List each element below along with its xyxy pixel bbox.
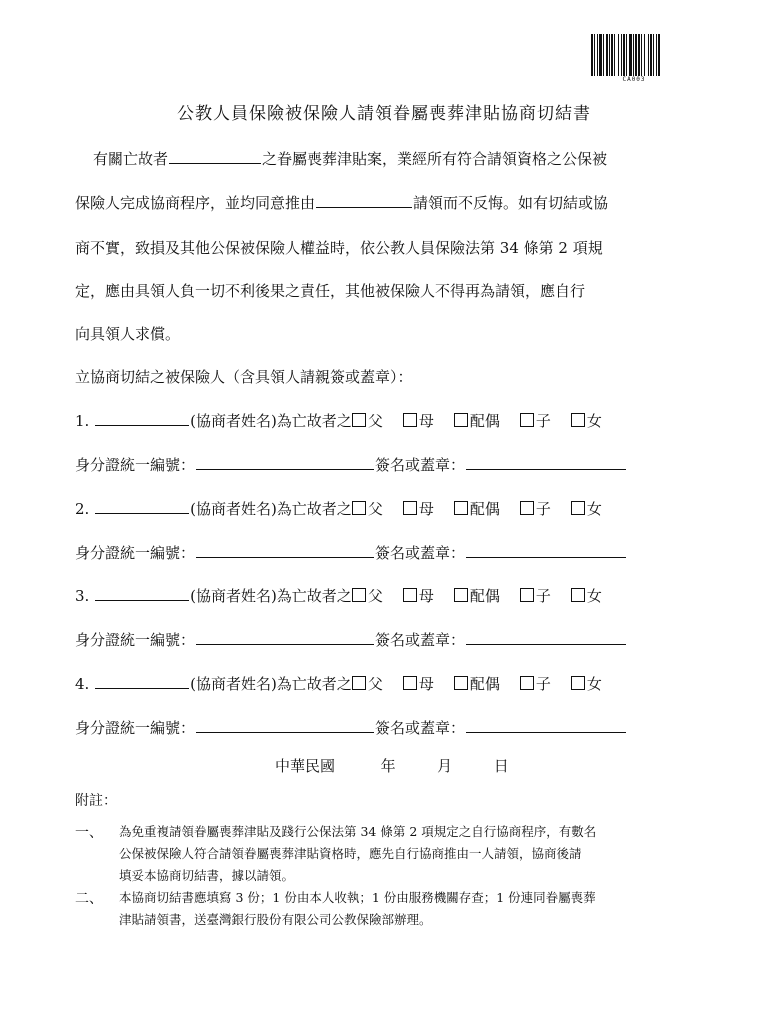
relation-text: (協商者姓名)為亡故者之 xyxy=(190,587,352,605)
date-month: 月 xyxy=(437,757,453,775)
body-line-5: 向具領人求償。 xyxy=(75,325,181,343)
form-title: 公教人員保險被保險人請領眷屬喪葬津貼協商切結書 xyxy=(177,104,591,124)
sign-label: 簽名或蓋章： xyxy=(375,544,466,562)
id-number-blank[interactable] xyxy=(196,643,374,645)
checkbox-icon[interactable] xyxy=(454,588,468,602)
notes-heading: 附註： xyxy=(75,793,117,809)
negotiator-name-blank[interactable] xyxy=(95,512,189,514)
barcode-space xyxy=(660,34,661,76)
relation-option-father[interactable]: 父 xyxy=(352,675,383,693)
signer-id-row xyxy=(75,629,627,650)
date-day: 日 xyxy=(493,757,509,775)
relation-option-daughter[interactable]: 女 xyxy=(571,587,602,605)
signer-id-row xyxy=(75,717,627,738)
negotiator-name-blank[interactable] xyxy=(95,424,189,426)
relation-text: (協商者姓名)為亡故者之 xyxy=(190,412,352,430)
body-line-4: 定，應由具領人負一切不利後果之責任，其他被保險人不得再為請領，應自行 xyxy=(75,282,586,300)
relation-option-mother[interactable]: 母 xyxy=(403,412,434,430)
checkbox-icon[interactable] xyxy=(454,413,468,427)
signer-id-row xyxy=(75,454,627,475)
relation-option-father[interactable]: 父 xyxy=(352,587,383,605)
relation-option-mother[interactable]: 母 xyxy=(403,587,434,605)
signature-blank[interactable] xyxy=(466,643,626,645)
signature-blank[interactable] xyxy=(466,731,626,733)
barcode-bars xyxy=(591,34,677,76)
body-text: 有關亡故者 xyxy=(93,150,169,168)
checkbox-icon[interactable] xyxy=(352,413,366,427)
negotiator-name-blank[interactable] xyxy=(95,599,189,601)
note-marker: 二、 xyxy=(75,891,103,907)
relation-option-spouse[interactable]: 配偶 xyxy=(454,675,500,693)
signature-blank[interactable] xyxy=(466,468,626,470)
date-line xyxy=(275,755,509,776)
barcode-text: CA003 xyxy=(622,76,646,83)
id-label: 身分證統一編號： xyxy=(75,456,196,474)
relation-option-spouse[interactable]: 配偶 xyxy=(454,500,500,518)
id-number-blank[interactable] xyxy=(196,468,374,470)
date-year: 年 xyxy=(380,757,396,775)
checkbox-icon[interactable] xyxy=(403,501,417,515)
id-label: 身分證統一編號： xyxy=(75,719,196,737)
signer-relation-row xyxy=(75,585,602,606)
checkbox-icon[interactable] xyxy=(454,676,468,690)
body-line-3: 商不實，致損及其他公保被保險人權益時，依公教人員保險法第 34 條第 2 項規 xyxy=(75,239,603,257)
relation-option-daughter[interactable]: 女 xyxy=(571,500,602,518)
checkbox-icon[interactable] xyxy=(454,501,468,515)
id-label: 身分證統一編號： xyxy=(75,544,196,562)
note-line: 本協商切結書應填寫 3 份；1 份由本人收執；1 份由服務機關存查；1 份連同眷屬喪葬 xyxy=(119,890,596,905)
barcode xyxy=(591,34,677,83)
id-number-blank[interactable] xyxy=(196,731,374,733)
checkbox-icon[interactable] xyxy=(571,501,585,515)
date-era: 中華民國 xyxy=(275,757,336,775)
sign-label: 簽名或蓋章： xyxy=(375,631,466,649)
relation-option-father[interactable]: 父 xyxy=(352,500,383,518)
id-number-blank[interactable] xyxy=(196,556,374,558)
relation-option-mother[interactable]: 母 xyxy=(403,675,434,693)
sign-label: 簽名或蓋章： xyxy=(375,719,466,737)
relation-option-daughter[interactable]: 女 xyxy=(571,675,602,693)
checkbox-icon[interactable] xyxy=(571,413,585,427)
note-line: 填妥本協商切結書，據以請領。 xyxy=(119,868,295,883)
relation-option-son[interactable]: 子 xyxy=(520,675,551,693)
relation-text: (協商者姓名)為亡故者之 xyxy=(190,675,352,693)
signature-blank[interactable] xyxy=(466,556,626,558)
signer-number: 4. xyxy=(75,675,90,693)
body-line-2 xyxy=(75,192,608,213)
signer-relation-row xyxy=(75,410,602,431)
note-line: 為免重複請領眷屬喪葬津貼及踐行公保法第 34 條第 2 項規定之自行協商程序，有數名 xyxy=(119,824,597,839)
checkbox-icon[interactable] xyxy=(352,676,366,690)
checkbox-icon[interactable] xyxy=(403,676,417,690)
sign-label: 簽名或蓋章： xyxy=(375,456,466,474)
relation-option-spouse[interactable]: 配偶 xyxy=(454,412,500,430)
checkbox-icon[interactable] xyxy=(571,588,585,602)
id-label: 身分證統一編號： xyxy=(75,631,196,649)
deceased-name-blank[interactable] xyxy=(169,162,261,164)
relation-option-daughter[interactable]: 女 xyxy=(571,412,602,430)
checkbox-icon[interactable] xyxy=(352,501,366,515)
signers-heading: 立協商切結之被保險人（含具領人請親簽或蓋章）： xyxy=(75,368,413,386)
checkbox-icon[interactable] xyxy=(520,413,534,427)
body-text: 請領而不反悔。如有切結或協 xyxy=(413,194,609,212)
signer-number: 2. xyxy=(75,500,90,518)
signer-number: 3. xyxy=(75,587,90,605)
checkbox-icon[interactable] xyxy=(520,501,534,515)
relation-text: (協商者姓名)為亡故者之 xyxy=(190,500,352,518)
checkbox-icon[interactable] xyxy=(403,413,417,427)
checkbox-icon[interactable] xyxy=(520,588,534,602)
body-text: 保險人完成協商程序，並均同意推由 xyxy=(75,194,316,212)
note-line: 津貼請領書，送臺灣銀行股份有限公司公教保險部辦理。 xyxy=(119,912,432,927)
checkbox-icon[interactable] xyxy=(520,676,534,690)
negotiator-name-blank[interactable] xyxy=(95,687,189,689)
signer-number: 1. xyxy=(75,412,90,430)
relation-option-son[interactable]: 子 xyxy=(520,587,551,605)
relation-option-mother[interactable]: 母 xyxy=(403,500,434,518)
note-marker: 一、 xyxy=(75,825,103,841)
signer-id-row xyxy=(75,542,627,563)
signer-relation-row xyxy=(75,673,602,694)
checkbox-icon[interactable] xyxy=(571,676,585,690)
body-text: 之眷屬喪葬津貼案，業經所有符合請領資格之公保被 xyxy=(262,150,608,168)
checkbox-icon[interactable] xyxy=(403,588,417,602)
signer-relation-row xyxy=(75,498,602,519)
relation-option-father[interactable]: 父 xyxy=(352,412,383,430)
relation-option-son[interactable]: 子 xyxy=(520,412,551,430)
checkbox-icon[interactable] xyxy=(352,588,366,602)
relation-option-spouse[interactable]: 配偶 xyxy=(454,587,500,605)
note-line: 公保被保險人符合請領眷屬喪葬津貼資格時，應先自行協商推由一人請領，協商後請 xyxy=(119,846,582,861)
claimant-name-blank[interactable] xyxy=(316,206,412,208)
relation-option-son[interactable]: 子 xyxy=(520,500,551,518)
body-line-1 xyxy=(93,148,607,169)
